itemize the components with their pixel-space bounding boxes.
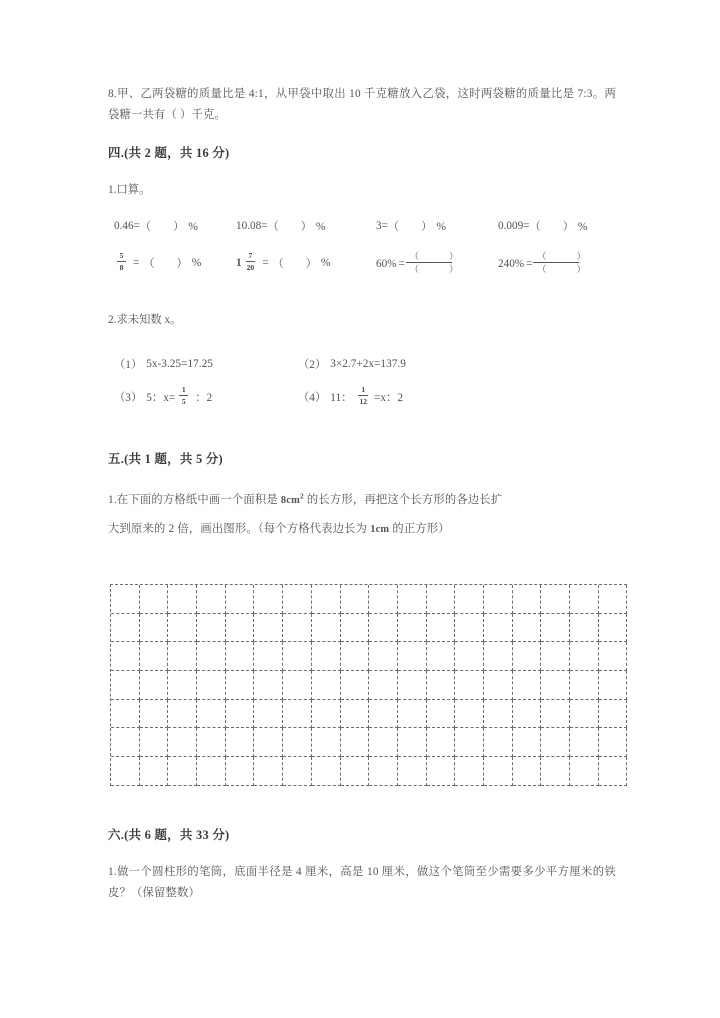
length-unit: 1cm [370,524,390,535]
grid-cell[interactable] [599,614,628,643]
calc-lhs: 60% [376,257,397,270]
fraction-numerator: 1 [181,385,186,394]
grid-cell[interactable] [341,700,370,729]
grid-cell[interactable] [341,614,370,643]
equation-suffix: ：2 [195,391,213,404]
grid-cell[interactable] [168,728,197,757]
grid-cell[interactable] [398,728,427,757]
grid-cell[interactable] [111,757,140,786]
grid-cell[interactable] [111,728,140,757]
grid-cell[interactable] [226,757,255,786]
grid-cell[interactable] [599,728,628,757]
grid-cell[interactable] [541,671,570,700]
grid-cell[interactable] [570,585,599,614]
percent-sign: % [315,219,326,233]
q1-line2-part2: 的正方形） [389,523,450,535]
spacer [108,468,616,486]
grid-cell[interactable] [541,614,570,643]
grid-cell[interactable] [427,614,456,643]
fraction-7-20 [246,251,256,272]
grid-cell[interactable] [369,728,398,757]
grid-cell[interactable] [427,642,456,671]
document-content [108,84,616,544]
fraction-1-5 [179,385,188,406]
grid-cell[interactable] [226,642,255,671]
grid-cell[interactable] [283,614,312,643]
grid-cell[interactable] [513,614,542,643]
grid-cell[interactable] [599,642,628,671]
grid-cell[interactable] [369,700,398,729]
grid-cell[interactable] [599,671,628,700]
grid-cell[interactable] [140,614,169,643]
grid-cell[interactable] [599,700,628,729]
fraction-denominator-blank[interactable]: （ ） [537,264,600,274]
grid-cell[interactable] [398,700,427,729]
grid-cell[interactable] [599,757,628,786]
grid-cell[interactable] [455,700,484,729]
grid-cell[interactable] [599,585,628,614]
equation-4 [298,386,403,407]
grid-cell[interactable] [541,700,570,729]
grid-cell[interactable] [254,700,283,729]
grid-cell[interactable] [570,728,599,757]
equation-number: （1） [114,359,143,371]
grid-cell[interactable] [226,728,255,757]
grid-cell[interactable] [369,642,398,671]
section-6-block [108,826,616,904]
grid-cell[interactable] [341,585,370,614]
grid-cell[interactable] [140,700,169,729]
grid-cell[interactable] [197,585,226,614]
calc-item-10.08 [236,218,326,234]
grid-cell[interactable] [484,642,513,671]
spacer [108,330,616,356]
calc-lhs: 0.46= [114,220,140,232]
fraction-numerator: 1 [361,385,366,394]
equation-row-2 [108,386,616,416]
fraction-bar [117,261,126,262]
grid-cell[interactable] [541,728,570,757]
section6-q1-text: 1.做一个圆柱形的笔筒，底面半径是 4 厘米，高是 10 厘米，做这个笔筒至少需要多少平方厘米的铁皮？（保留整数） [108,866,616,899]
grid-cell[interactable] [541,642,570,671]
fraction-bar [533,262,579,263]
spacer [108,126,616,144]
grid-cell[interactable] [341,728,370,757]
grid-cell[interactable] [427,585,456,614]
grid-cell[interactable] [197,614,226,643]
grid-cell[interactable] [312,757,341,786]
calc-item-3 [376,218,446,234]
fraction-1-12 [358,385,368,406]
equation-expression: 3×2.7+2x=137.9 [330,358,406,370]
mixed-number [236,252,258,273]
grid-cell[interactable] [513,757,542,786]
grid-cell[interactable] [570,700,599,729]
grid-cell[interactable] [197,757,226,786]
grid-cell[interactable] [312,642,341,671]
fraction-blank[interactable] [406,251,472,274]
grid-cell[interactable] [570,757,599,786]
grid-cell[interactable] [168,585,197,614]
grid-cell[interactable] [197,728,226,757]
grid-cell[interactable] [541,585,570,614]
question-8-text: 8.甲、乙两袋糖的质量比是 4:1，从甲袋中取出 10 千克糖放入乙袋，这时两袋糖的质量比是 7:3。两袋糖一共有（ ）千克。 [108,88,616,121]
grid-cell[interactable] [254,757,283,786]
fraction-numerator: 5 [119,251,124,260]
grid-cell[interactable] [168,614,197,643]
grid-cell[interactable] [427,757,456,786]
fraction-numerator-blank[interactable]: （ ） [537,251,600,261]
calc-lhs: 3= [376,220,388,232]
answer-blank[interactable]: （ ） [267,221,312,233]
grid-cell[interactable] [283,642,312,671]
grid-cell[interactable] [283,728,312,757]
equation-number: （2） [298,359,327,371]
grid-cell[interactable] [197,642,226,671]
percent-sign: % [320,256,331,269]
fraction-denominator: 5 [181,397,186,406]
grid-cell[interactable] [140,671,169,700]
equation-suffix: =x：2 [374,391,403,404]
grid-cell[interactable] [484,671,513,700]
grid-cell[interactable] [455,757,484,786]
grid-cell[interactable] [369,585,398,614]
answer-blank[interactable]: （ ） [143,257,188,270]
equation-2 [298,356,406,372]
percent-sign: % [191,256,202,269]
equation-number: （4） [298,391,327,404]
grid-cell[interactable] [254,642,283,671]
percent-sign: % [436,219,446,233]
grid-cell[interactable] [283,671,312,700]
percent-sign: % [188,219,198,233]
grid-cell[interactable] [168,671,197,700]
grid-cell[interactable] [226,700,255,729]
spacer [108,416,616,450]
calc-row-1 [108,218,616,248]
percent-sign: % [577,219,588,233]
fraction-numerator-blank[interactable]: （ ） [409,251,473,261]
grid-cell[interactable] [369,671,398,700]
fraction-denominator-blank[interactable]: （ ） [409,264,473,274]
calc-item-mixed-1-7-20 [236,252,331,273]
q1-text-part2: 的长方形，再把这个长方形的各边长扩 [303,494,503,506]
spacer [108,200,616,218]
grid-cell[interactable] [427,728,456,757]
grid-cell[interactable] [197,700,226,729]
fraction-bar [246,261,256,262]
area-unit: $8cm^2$ [280,491,304,506]
grid-cell[interactable] [341,757,370,786]
grid-cell[interactable] [484,614,513,643]
grid-cell[interactable] [254,671,283,700]
grid-cell[interactable] [513,585,542,614]
section4-q2-label: 2.求未知数 x。 [108,314,182,326]
grid-cell[interactable] [513,642,542,671]
equals-sign: = [398,257,405,270]
section-heading-6: 六.(共 6 题，共 33 分) [108,828,230,842]
equation-prefix: 11： [330,391,353,404]
grid-cell[interactable] [455,642,484,671]
spacer [108,162,616,180]
answer-blank[interactable]: （ ） [272,257,317,270]
grid-cell[interactable] [398,757,427,786]
equation-prefix: 5：x= [146,391,176,404]
fraction-numerator: 7 [248,251,253,260]
grid-cells-container[interactable] [110,584,627,786]
grid-cell[interactable] [570,642,599,671]
grid-cell[interactable] [341,671,370,700]
equals-sign: = [526,257,533,270]
equals-sign: = [133,256,140,269]
calc-item-five-eighths [114,252,201,273]
answer-blank[interactable]: （ ） [387,221,433,233]
grid-cell[interactable] [398,614,427,643]
fraction-bar [358,395,368,396]
grid-cell[interactable] [140,585,169,614]
grid-cell[interactable] [570,671,599,700]
grid-cell[interactable] [455,728,484,757]
grid-cell[interactable] [254,614,283,643]
grid-cell[interactable] [398,671,427,700]
grid-cell[interactable] [455,671,484,700]
grid-cell[interactable] [484,700,513,729]
section4-q1-label: 1.口算。 [108,184,151,196]
grid-cell[interactable] [541,757,570,786]
equation-expression: 5x-3.25=17.25 [146,358,213,370]
grid-cell[interactable] [570,614,599,643]
grid-cell[interactable] [111,614,140,643]
answer-blank[interactable]: （ ） [529,221,574,233]
grid-cell[interactable] [427,671,456,700]
grid-cell[interactable] [484,585,513,614]
calc-item-60-percent [376,252,472,275]
fraction-denominator: 12 [359,397,368,406]
grid-cell[interactable] [312,700,341,729]
grid-cell[interactable] [168,642,197,671]
grid-cell[interactable] [341,642,370,671]
grid-cell[interactable] [513,728,542,757]
grid-cell[interactable] [168,757,197,786]
grid-cell[interactable] [254,728,283,757]
grid-cell[interactable] [140,728,169,757]
calc-item-0.009 [498,218,588,234]
grid-cell[interactable] [484,728,513,757]
mixed-whole: 1 [236,256,242,269]
grid-cell[interactable] [254,585,283,614]
calc-lhs: 240% [498,257,525,270]
grid-cell[interactable] [398,642,427,671]
spacer [108,284,616,310]
grid-cell[interactable] [427,700,456,729]
fraction-5-8 [117,251,126,272]
grid-cell[interactable] [283,585,312,614]
grid-cell[interactable] [398,585,427,614]
grid-cell[interactable] [168,700,197,729]
calc-item-0.46 [114,218,198,234]
calc-item-240-percent [498,252,600,275]
grid-cell[interactable] [455,585,484,614]
grid-cell[interactable] [283,700,312,729]
equals-sign: = [262,256,269,269]
equation-number: （3） [114,391,143,404]
grid-cell[interactable] [111,671,140,700]
fraction-bar [179,395,188,396]
grid-cell[interactable] [312,671,341,700]
section-heading-5: 五.(共 1 题，共 5 分) [108,452,223,466]
grid-cell[interactable] [111,642,140,671]
grid-cell[interactable] [484,757,513,786]
calc-row-2 [108,248,616,284]
grid-cell[interactable] [226,614,255,643]
fraction-blank[interactable] [533,251,599,274]
grid-cell[interactable] [369,757,398,786]
section-heading-4: 四.(共 2 题，共 16 分) [108,146,230,160]
calc-lhs: 10.08= [236,220,268,232]
grid-cell[interactable] [312,585,341,614]
grid-cell[interactable] [226,585,255,614]
grid-cell[interactable] [369,614,398,643]
answer-blank[interactable]: （ ） [139,221,185,233]
equation-3 [114,386,212,407]
grid-cell[interactable] [140,642,169,671]
grid-cell[interactable] [455,614,484,643]
q1-text-part1: 1.在下面的方格纸中画一个面积是 [108,494,281,506]
section5-q1-text [108,486,616,544]
equation-1 [114,356,213,372]
grid-cell[interactable] [111,585,140,614]
equation-row-1 [108,356,616,386]
grid-cell[interactable] [197,671,226,700]
fraction-denominator: 8 [119,263,124,272]
fraction-denominator: 20 [246,263,255,272]
q1-line2-part1: 大到原来的 2 倍，画出图形。（每个方格代表边长为 [108,523,371,535]
spacer [108,844,616,862]
grid-cell[interactable] [140,757,169,786]
grid-paper[interactable] [110,584,627,786]
grid-cell[interactable] [513,700,542,729]
fraction-bar [406,262,452,263]
calc-lhs: 0.009= [498,220,530,232]
grid-cell[interactable] [226,671,255,700]
grid-cell[interactable] [111,700,140,729]
grid-cell[interactable] [312,728,341,757]
grid-cell[interactable] [513,671,542,700]
grid-cell[interactable] [312,614,341,643]
grid-cell[interactable] [283,757,312,786]
